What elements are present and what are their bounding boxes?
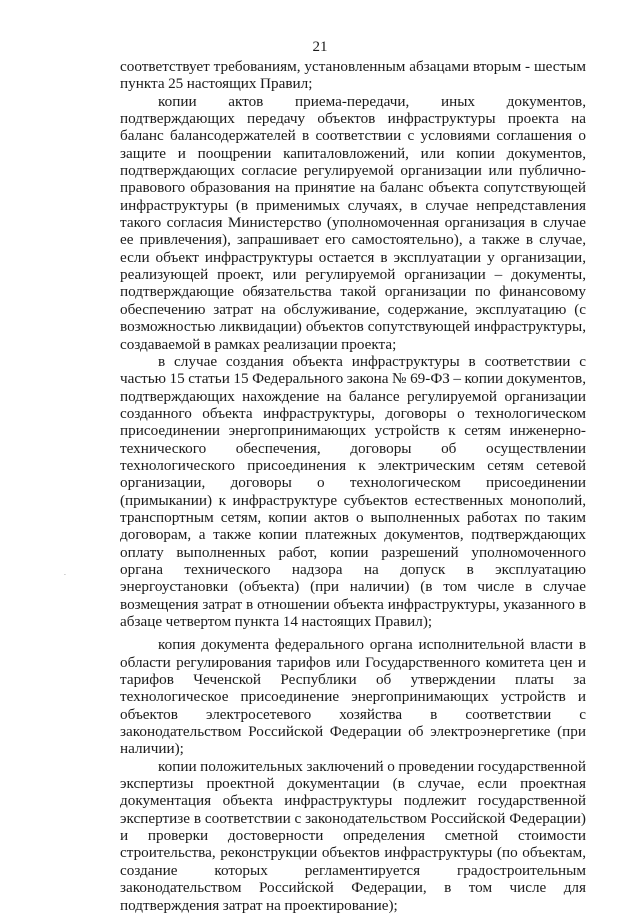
paragraph-continuation: соответствует требованиям, установленным абзацами вторым - шестым пункта 25 настоящих Правил; [120,58,586,93]
margin-dot: · [64,572,66,579]
paragraph-infrastructure-creation: в случае создания объекта инфраструктуры в соответствии с частью 15 статьи 15 Федерального закона № 69-ФЗ – копии документов, подтверждающих нахождение на балансе регулируемой организации созданного объекта инфраструктуры, договоры о технологическом присоединении энергопринимающих устройств к сетям инженерно-технического обеспечения, договоры об осуществлении технологического присоединения к электрическим сетям сетевой организации, договоры о технологическом присоединении (примыкании) к инфраструктуре субъектов естественных монополий, транспортным сетям, копии актов о выполненных работах по таким договорам, а также копии платежных документов, подтверждающих оплату выполненных работ, копии разрешений уполномоченного органа технического надзора на допуск в эксплуатацию энергоустановки (объекта) (при наличии) (в том числе в случае возмещения затрат в отношении объекта инфраструктуры, указанного в абзаце четвертом пункта 14 настоящих Правил); [120,352,586,630]
paragraph-acceptance-acts: копии актов приема-передачи, иных документов, подтверждающих передачу объектов инфраструктуры проекта на баланс балансодержателей в соответствии с условиями соглашения о защите и поощрении капиталовложений, или копии документов, подтверждающих согласие регулируемой организации или публично-правового образования на принятие на баланс объекта сопутствующей инфраструктуры (в применимых случаях, в случае непредставления такого согласия Министерство (уполномоченная организация в случае ее привлечения), запрашивает его самостоятельно), а также в случае, если объект инфраструктуры остается в эксплуатации у организации, реализующей проект, или регулируемой организации – документы, подтверждающие обязательства такой организации по финансовому обеспечению затрат на обслуживание, содержание, эксплуатацию (с возможностью ликвидации) объектов сопутствующей инфраструктуры, создаваемой в рамках реализации проекта; [120,92,586,353]
paragraph-expertise-conclusions: копии положительных заключений о проведении государственной экспертизы проектной документации (в случае, если проектная документация объекта инфраструктуры подлежит государственной экспертизе в соответствии с законодательством Российской Федерации) и проверки достоверности определения сметной стоимости строительства, реконструкции объектов инфраструктуры (по объектам, создание которых регламентируется градостроительным законодательством Российской Федерации, в том числе для подтверждения затрат на проектирование); [120,757,586,914]
document-body [120,58,586,914]
paragraph-tariff-document: копия документа федерального органа исполнительной власти в области регулирования тарифов или Государственного комитета цен и тарифов Чеченской Республики об утверждении платы за технологическое присоединение энергопринимающих устройств и объектов электросетевого хозяйства в соответствии с законодательством Российской Федерации об электроэнергетике (при наличии); [120,636,586,758]
page-number: 21 [312,39,328,55]
